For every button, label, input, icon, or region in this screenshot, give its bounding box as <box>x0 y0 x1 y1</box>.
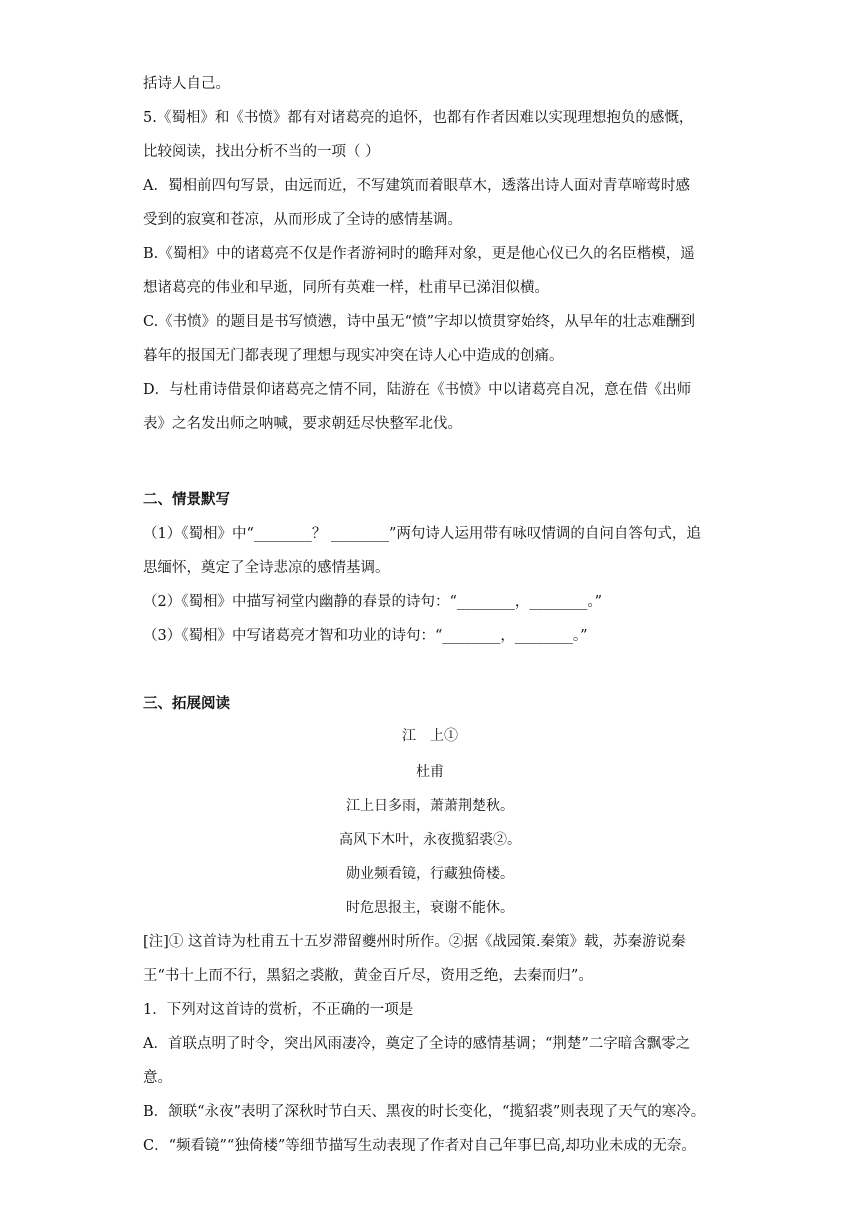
fill-blank-1: （1）《蜀相》中“________？ ________”两句诗人运用带有咏叹情调的自问自答句式，追 <box>143 526 701 542</box>
option-b: B．颔联“永夜”表明了深秋时节白天、黑夜的时长变化，“揽貂裘”则表现了天气的寒冷。 <box>143 1104 706 1120</box>
fill-blank-3: （3）《蜀相》中写诸葛亮才智和功业的诗句：“________，________。” <box>143 628 588 644</box>
text-line: 王“书十上而不行，黑貂之裘敝，黄金百斤尽，资用乏绝，去秦而归”。 <box>143 968 593 984</box>
text-line: 暮年的报国无门都表现了理想与现实冲突在诗人心中造成的创痛。 <box>143 348 564 364</box>
option-b: B.《蜀相》中的诸葛亮不仅是作者游祠时的瞻拜对象，更是他心仪已久的名臣楷模，遥 <box>143 246 695 262</box>
poem-line: 高风下木叶，永夜揽貂裘②。 <box>339 832 521 848</box>
text-line: 表》之名发出师之呐喊，要求朝廷尽快整军北伐。 <box>143 416 462 432</box>
option-a: A．首联点明了时令，突出风雨凄冷，奠定了全诗的感情基调；“荆楚”二字暗含飘零之 <box>143 1036 691 1052</box>
text-line: 思缅怀，奠定了全诗悲凉的感情基调。 <box>143 560 390 576</box>
text-line: 括诗人自己。 <box>143 76 230 92</box>
question-5-stem: 5.《蜀相》和《书愤》都有对诸葛亮的追怀，也都有作者因难以实现理想抱负的感慨， <box>143 110 694 126</box>
poem-note: [注]① 这首诗为杜甫五十五岁滞留夔州时所作。②据《战园策.秦策》载，苏秦游说秦 <box>143 934 686 950</box>
option-d: D．与杜甫诗借景仰诸葛亮之情不同，陆游在《书愤》中以诸葛亮自况，意在借《出师 <box>143 382 692 398</box>
text-line: 比较阅读，找出分析不当的一项（ ） <box>143 144 380 160</box>
option-c: C．“频看镜”“独倚楼”等细节描写生动表现了作者对自己年事巳高,却功业未成的无奈。 <box>143 1138 696 1154</box>
text-line: 想诸葛亮的伟业和早逝，同所有英难一样，杜甫早已涕泪似横。 <box>143 280 549 296</box>
fill-blank-2: （2）《蜀相》中描写祠堂内幽静的春景的诗句：“________，________。” <box>143 594 603 610</box>
text-line: 受到的寂寞和苍凉，从而形成了全诗的感情基调。 <box>143 212 462 228</box>
option-c: C.《书愤》的题目是书写愤懑，诗中虽无“愤”字却以愤贯穿始终，从早年的壮志难酬到 <box>143 314 696 330</box>
poem-author: 杜甫 <box>416 764 444 780</box>
poem-line: 江上日多雨，萧萧荆楚秋。 <box>346 798 514 814</box>
section-heading-3: 三、拓展阅读 <box>143 695 230 712</box>
section-heading-2: 二、情景默写 <box>143 491 230 508</box>
question-1-stem: 1．下列对这首诗的赏析，不正确的一项是 <box>143 1002 414 1018</box>
poem-line: 时危思报主，衰谢不能休。 <box>346 900 514 916</box>
option-a: A．蜀相前四句写景，由远而近，不写建筑而着眼草木，透落出诗人面对青草啼莺时感 <box>143 178 690 194</box>
text-line: 意。 <box>143 1070 172 1086</box>
poem-title: 江 上① <box>402 728 458 744</box>
poem-line: 勋业频看镜，行藏独倚楼。 <box>346 866 514 882</box>
